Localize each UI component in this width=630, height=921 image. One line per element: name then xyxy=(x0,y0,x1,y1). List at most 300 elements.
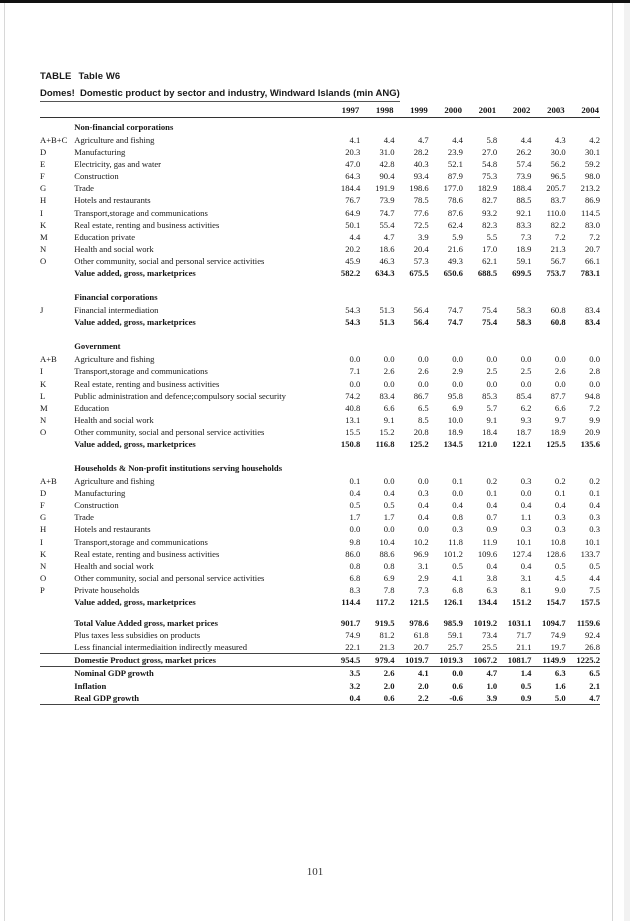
summary-value-1997: 901.7 xyxy=(340,618,361,629)
row-code: M xyxy=(40,402,48,413)
value-1997: 0.8 xyxy=(349,560,361,571)
value-1999: 72.5 xyxy=(413,219,429,230)
value-2002: 0.3 xyxy=(520,524,532,535)
total-value-1999: 121.5 xyxy=(409,597,429,607)
value-1999: 198.6 xyxy=(409,183,429,194)
value-1997: 4.4 xyxy=(349,231,361,242)
value-2002: 7.3 xyxy=(520,231,532,242)
row-label: Transport,storage and communications xyxy=(74,366,208,377)
value-2001: 2.5 xyxy=(486,366,498,377)
table-caption xyxy=(40,70,600,83)
total-code xyxy=(40,596,74,608)
summary-label: Plus taxes less subsidies on products xyxy=(74,630,201,641)
value-1999: 10.2 xyxy=(413,536,429,547)
data-row xyxy=(40,487,600,499)
value-1998: 90.4 xyxy=(379,171,395,182)
row-code: K xyxy=(40,219,47,230)
section-empty-cell xyxy=(395,337,429,353)
value-2000: 0.0 xyxy=(452,488,463,499)
total-value-2004: 783.1 xyxy=(580,268,600,279)
growth-code xyxy=(40,667,74,680)
total-value-2000: 134.5 xyxy=(443,438,463,449)
section-empty-cell xyxy=(429,337,463,353)
value-2000: 0.0 xyxy=(452,354,463,365)
summary-row xyxy=(40,641,600,654)
value-2002: 57.4 xyxy=(516,159,532,170)
data-row xyxy=(40,536,600,548)
page-number: 101 xyxy=(306,866,324,878)
value-2003: 0.0 xyxy=(554,354,566,365)
value-2000: 0.5 xyxy=(452,560,463,571)
value-2003: 30.0 xyxy=(550,147,566,158)
growth-value-1998: 0.6 xyxy=(360,692,394,705)
value-1998: 73.9 xyxy=(379,195,395,206)
summary-value-2003: 1094.7 xyxy=(542,618,566,629)
data-row xyxy=(40,146,600,158)
value-2003: 18.9 xyxy=(550,426,566,437)
section-code-cell xyxy=(40,459,74,475)
section-heading-row xyxy=(40,337,600,353)
section-empty-cell xyxy=(531,337,565,353)
section-empty-cell xyxy=(326,288,360,304)
value-1999: 0.0 xyxy=(417,476,429,487)
value-2002: 3.1 xyxy=(520,572,532,583)
section-empty-cell xyxy=(463,288,497,304)
value-2002: 8.1 xyxy=(520,584,532,595)
value-2001: 11.9 xyxy=(482,536,498,547)
value-2002: 0.0 xyxy=(520,354,532,365)
summary-code xyxy=(40,629,74,641)
row-label: Health and social work xyxy=(74,560,154,571)
data-row xyxy=(40,475,600,487)
growth-value-2004: 2.1 xyxy=(589,680,600,691)
data-row xyxy=(40,243,600,255)
value-1997: 20.2 xyxy=(345,243,361,254)
value-1998: 0.5 xyxy=(383,500,395,511)
value-2004: 83.0 xyxy=(584,219,600,230)
value-2002: 0.4 xyxy=(520,560,532,571)
value-2001: 182.9 xyxy=(477,183,498,194)
growth-label: Real GDP growth xyxy=(74,692,326,705)
value-2001: 27.0 xyxy=(482,147,498,158)
value-2002: 0.4 xyxy=(520,500,532,511)
summary-label: Less financial intermediaition indirectly measured xyxy=(74,642,248,653)
value-1999: 78.5 xyxy=(413,195,429,206)
row-label: Transport,storage and communications xyxy=(74,536,208,547)
growth-row xyxy=(40,692,600,705)
value-2004: 7.2 xyxy=(589,402,600,413)
total-value-2000: 74.7 xyxy=(447,317,463,328)
value-2004: 0.0 xyxy=(589,378,600,389)
section-spacer xyxy=(40,279,600,288)
section-spacer xyxy=(40,328,600,337)
value-2002: 127.4 xyxy=(512,548,532,559)
data-row xyxy=(40,170,600,182)
table-title-row xyxy=(40,87,400,102)
section-heading-row xyxy=(40,288,600,304)
total-value-2004: 135.6 xyxy=(580,438,600,449)
value-2000: 23.9 xyxy=(447,147,463,158)
value-2001: 17.0 xyxy=(482,243,498,254)
summary-value-2004: 1159.6 xyxy=(576,618,600,629)
value-2001: 82.3 xyxy=(482,219,498,230)
summary-value-2003: 1149.9 xyxy=(531,654,565,667)
section-empty-cell xyxy=(497,337,531,353)
summary-value-1998: 81.2 xyxy=(379,630,395,641)
value-2002: 0.3 xyxy=(520,476,532,487)
section-empty-cell xyxy=(463,118,497,134)
value-1998: 46.3 xyxy=(379,255,395,266)
value-1997: 4.1 xyxy=(349,135,361,145)
value-1997: 74.2 xyxy=(345,390,361,401)
total-value-2003: 60.8 xyxy=(550,317,566,328)
value-1998: 2.6 xyxy=(383,366,395,377)
value-2004: 7.5 xyxy=(589,584,600,595)
value-2000: 10.0 xyxy=(447,414,463,425)
section-empty-cell xyxy=(360,459,394,475)
row-label: Other community, social and personal service activities xyxy=(74,426,265,437)
column-header-year-1999: 1999 xyxy=(410,105,428,115)
row-label: Health and social work xyxy=(74,414,154,425)
row-label: Hotels and restaurants xyxy=(74,195,151,206)
summary-value-1997: 74.9 xyxy=(345,630,361,641)
value-2000: 11.8 xyxy=(448,536,463,547)
summary-value-2002: 21.1 xyxy=(516,642,532,653)
total-value-1997: 54.3 xyxy=(345,317,361,328)
value-2002: 1.1 xyxy=(520,512,532,523)
growth-row xyxy=(40,667,600,680)
scan-edge-top xyxy=(0,0,630,3)
summary-code xyxy=(40,617,74,629)
row-label: Construction xyxy=(74,171,119,182)
value-1999: 8.5 xyxy=(417,414,429,425)
column-header-year-2003: 2003 xyxy=(547,105,565,115)
row-code: K xyxy=(40,548,47,559)
summary-value-2001: 1019.2 xyxy=(473,618,498,629)
row-label: Electricity, gas and water xyxy=(74,159,162,170)
value-2001: 0.1 xyxy=(486,488,498,499)
data-row xyxy=(40,414,600,426)
data-row xyxy=(40,207,600,219)
value-2004: 0.2 xyxy=(589,476,600,487)
value-2004: 0.3 xyxy=(589,524,600,535)
total-code xyxy=(40,316,74,328)
value-2002: 4.4 xyxy=(520,135,532,145)
value-2004: 86.9 xyxy=(584,195,600,206)
value-2003: 0.5 xyxy=(554,560,566,571)
value-2001: 82.7 xyxy=(482,195,498,206)
value-2000: 74.7 xyxy=(447,305,463,316)
summary-value-2000: 59.1 xyxy=(447,630,463,641)
section-code-cell xyxy=(40,337,74,353)
value-2002: 59.1 xyxy=(516,255,532,266)
row-label: Real estate, renting and business activities xyxy=(74,219,220,230)
total-value-2001: 121.0 xyxy=(477,438,498,449)
value-2003: 60.8 xyxy=(550,305,566,316)
value-2004: 98.0 xyxy=(584,171,600,182)
value-1997: 40.8 xyxy=(345,402,361,413)
section-heading-label: Households & Non-profit institutions serving households xyxy=(74,463,283,474)
value-1998: 4.4 xyxy=(383,135,395,145)
value-2000: 5.9 xyxy=(452,231,463,242)
value-1999: 2.6 xyxy=(417,366,429,377)
total-value-1998: 117.2 xyxy=(375,597,395,607)
domestic-product-table xyxy=(40,104,600,705)
row-label: Real estate, renting and business activities xyxy=(74,378,220,389)
section-empty-cell xyxy=(566,459,600,475)
value-1999: 0.4 xyxy=(417,500,429,511)
row-code: G xyxy=(40,183,47,194)
row-code: I xyxy=(40,366,43,377)
row-code: A+B xyxy=(40,476,57,487)
value-1999: 0.0 xyxy=(417,378,429,389)
value-2003: 56.7 xyxy=(550,255,566,266)
growth-label: Nominal GDP growth xyxy=(74,668,154,679)
value-2002: 2.5 xyxy=(520,366,532,377)
column-header-year-1997: 1997 xyxy=(341,105,360,115)
value-1999: 86.7 xyxy=(413,390,429,401)
growth-value-2003: 1.6 xyxy=(554,680,566,691)
row-label: Agriculture and fishing xyxy=(74,476,155,487)
value-1998: 88.6 xyxy=(379,548,395,559)
column-header-year-2002: 2002 xyxy=(512,105,531,115)
summary-value-2003: 19.7 xyxy=(550,642,566,653)
data-row xyxy=(40,426,600,438)
section-total-row xyxy=(40,267,600,279)
growth-value-2001: 3.9 xyxy=(463,692,497,705)
value-2003: 0.1 xyxy=(554,488,566,499)
value-2002: 188.4 xyxy=(512,183,532,194)
summary-value-1998: 979.4 xyxy=(360,654,394,667)
value-1998: 83.4 xyxy=(379,390,395,401)
section-empty-cell xyxy=(326,337,360,353)
total-label: Value added, gross, marketprices xyxy=(74,317,196,328)
value-1997: 54.3 xyxy=(345,305,361,316)
data-row xyxy=(40,255,600,267)
value-2003: 96.5 xyxy=(550,171,566,182)
total-value-2004: 83.4 xyxy=(584,317,600,328)
total-value-2004: 157.5 xyxy=(580,597,600,607)
spacer-cell xyxy=(40,450,600,459)
section-empty-cell xyxy=(360,118,394,134)
value-2000: 21.6 xyxy=(447,243,463,254)
value-2004: 0.3 xyxy=(589,512,600,523)
total-label: Value added, gross, marketprices xyxy=(74,438,196,449)
value-2004: 20.7 xyxy=(584,243,600,254)
value-2001: 0.0 xyxy=(486,378,498,389)
row-code: H xyxy=(40,524,47,535)
value-1998: 42.8 xyxy=(379,159,395,170)
value-1997: 0.1 xyxy=(349,476,361,487)
total-value-2000: 650.6 xyxy=(443,268,463,279)
total-value-1998: 51.3 xyxy=(379,317,395,328)
value-2000: 87.6 xyxy=(447,207,463,218)
value-2004: 20.9 xyxy=(584,426,600,437)
value-2001: 0.4 xyxy=(486,500,498,511)
row-code: L xyxy=(40,390,46,401)
section-empty-cell xyxy=(531,288,565,304)
growth-value-2001: 1.0 xyxy=(486,680,498,691)
value-1999: 57.3 xyxy=(413,255,429,266)
total-value-1999: 675.5 xyxy=(409,268,429,279)
value-1997: 45.9 xyxy=(345,255,361,266)
summary-value-2004: 1225.2 xyxy=(566,654,600,667)
section-empty-cell xyxy=(566,118,600,134)
value-1999: 7.3 xyxy=(417,584,429,595)
table-label: TABLE xyxy=(40,71,72,82)
summary-value-2002: 1081.7 xyxy=(497,654,531,667)
summary-row xyxy=(40,617,600,629)
section-empty-cell xyxy=(566,288,600,304)
value-1998: 10.4 xyxy=(379,536,395,547)
section-empty-cell xyxy=(497,118,531,134)
value-2003: 0.2 xyxy=(554,476,566,487)
value-1999: 0.0 xyxy=(417,354,429,365)
value-2003: 82.2 xyxy=(550,219,566,230)
value-2002: 18.9 xyxy=(516,243,532,254)
value-1997: 6.8 xyxy=(349,572,361,583)
table-title: Domestic product by sector and industry, Windward Islands (min ANG) xyxy=(80,88,400,99)
value-2001: 6.3 xyxy=(486,584,498,595)
row-label: Education xyxy=(74,402,110,413)
table-header-row xyxy=(40,104,600,118)
row-code: J xyxy=(40,305,44,316)
growth-code xyxy=(40,680,74,692)
row-label: Agriculture and fishing xyxy=(74,354,155,365)
summary-value-2001: 1067.2 xyxy=(463,654,497,667)
value-1997: 184.4 xyxy=(340,183,361,194)
value-1997: 0.5 xyxy=(349,500,361,511)
row-label: Real estate, renting and business activities xyxy=(74,548,220,559)
value-2000: 18.9 xyxy=(447,426,463,437)
row-label: Other community, social and personal service activities xyxy=(74,572,265,583)
section-empty-cell xyxy=(395,459,429,475)
total-value-1998: 634.3 xyxy=(375,268,395,279)
section-empty-cell xyxy=(395,288,429,304)
value-2001: 0.4 xyxy=(486,560,498,571)
row-code: I xyxy=(40,536,43,547)
total-value-2001: 75.4 xyxy=(482,317,498,328)
value-2000: 0.4 xyxy=(452,500,463,511)
total-label: Value added, gross, marketprices xyxy=(74,268,196,279)
value-2002: 9.3 xyxy=(520,414,532,425)
title-truncated-cell: Domes! xyxy=(40,88,75,99)
value-1997: 76.7 xyxy=(345,195,361,206)
value-2000: 0.0 xyxy=(452,378,463,389)
data-row xyxy=(40,584,600,596)
value-2004: 0.0 xyxy=(589,354,600,365)
value-1997: 64.3 xyxy=(345,171,361,182)
value-2004: 0.4 xyxy=(589,500,600,511)
value-2003: 87.7 xyxy=(550,390,566,401)
value-2001: 3.8 xyxy=(486,572,498,583)
data-row xyxy=(40,365,600,377)
value-2003: 128.6 xyxy=(546,548,566,559)
data-row xyxy=(40,523,600,535)
value-2004: 114.5 xyxy=(580,207,600,218)
growth-value-1998: 2.0 xyxy=(383,680,395,691)
total-value-1997: 582.2 xyxy=(340,268,361,279)
section-code-cell xyxy=(40,288,74,304)
section-empty-cell xyxy=(429,288,463,304)
value-2003: 0.3 xyxy=(554,512,566,523)
row-code: F xyxy=(40,500,45,511)
row-label: Health and social work xyxy=(74,243,154,254)
value-2004: 0.1 xyxy=(589,488,600,499)
table-number: Table W6 xyxy=(78,71,121,82)
value-2002: 18.7 xyxy=(516,426,532,437)
total-value-1997: 114.4 xyxy=(341,597,361,607)
row-code: N xyxy=(40,560,47,571)
row-label: Public administration and defence;compulsory social security xyxy=(74,390,286,401)
value-2000: 6.8 xyxy=(452,584,463,595)
row-code: M xyxy=(40,231,48,242)
growth-value-2000: -0.6 xyxy=(429,692,463,705)
growth-value-1997: 3.2 xyxy=(349,680,361,691)
value-2004: 2.8 xyxy=(589,366,600,377)
value-2000: 177.0 xyxy=(443,183,463,194)
summary-value-2002: 71.7 xyxy=(516,630,532,641)
total-value-2001: 134.4 xyxy=(477,597,498,607)
value-2000: 101.2 xyxy=(443,548,463,559)
value-1997: 50.1 xyxy=(345,219,361,230)
value-2003: 7.2 xyxy=(554,231,566,242)
value-1998: 31.0 xyxy=(379,147,395,158)
total-value-1999: 125.2 xyxy=(409,438,429,449)
value-1998: 7.8 xyxy=(383,584,395,595)
value-2004: 59.2 xyxy=(584,159,600,170)
section-heading-row xyxy=(40,459,600,475)
value-1998: 191.9 xyxy=(375,183,395,194)
value-2004: 83.4 xyxy=(584,305,600,316)
value-1997: 0.4 xyxy=(349,488,361,499)
value-1998: 4.7 xyxy=(383,231,395,242)
summary-value-1999: 978.6 xyxy=(409,618,429,629)
value-1999: 28.2 xyxy=(413,147,429,158)
summary-value-1997: 954.5 xyxy=(326,654,360,667)
summary-value-2002: 1031.1 xyxy=(507,618,532,629)
summary-code xyxy=(40,641,74,654)
row-code: D xyxy=(40,488,47,499)
total-value-1999: 56.4 xyxy=(413,317,429,328)
value-1998: 0.8 xyxy=(383,560,395,571)
row-label: Education private xyxy=(74,231,136,242)
row-label: Trade xyxy=(74,183,94,194)
growth-value-2001: 4.7 xyxy=(486,668,498,679)
data-row xyxy=(40,499,600,511)
value-2004: 133.7 xyxy=(580,548,600,559)
value-1997: 86.0 xyxy=(345,548,361,559)
value-1998: 9.1 xyxy=(383,414,395,425)
value-2004: 66.1 xyxy=(584,255,600,266)
value-1999: 3.1 xyxy=(417,560,429,571)
value-2001: 5.8 xyxy=(486,135,498,145)
value-1999: 3.9 xyxy=(417,231,429,242)
value-2002: 10.1 xyxy=(516,536,532,547)
header-label-cell xyxy=(74,104,326,118)
column-header-year-2001: 2001 xyxy=(478,105,497,115)
value-1997: 20.3 xyxy=(345,147,361,158)
header-code-cell xyxy=(40,104,74,118)
summary-value-1999: 61.8 xyxy=(413,630,429,641)
total-value-2000: 126.1 xyxy=(443,597,463,607)
value-2003: 0.3 xyxy=(554,524,566,535)
section-spacer xyxy=(40,450,600,459)
row-code: H xyxy=(40,195,47,206)
section-empty-cell xyxy=(360,337,394,353)
value-1997: 64.9 xyxy=(345,207,361,218)
scan-edge-right-outer xyxy=(624,3,630,921)
